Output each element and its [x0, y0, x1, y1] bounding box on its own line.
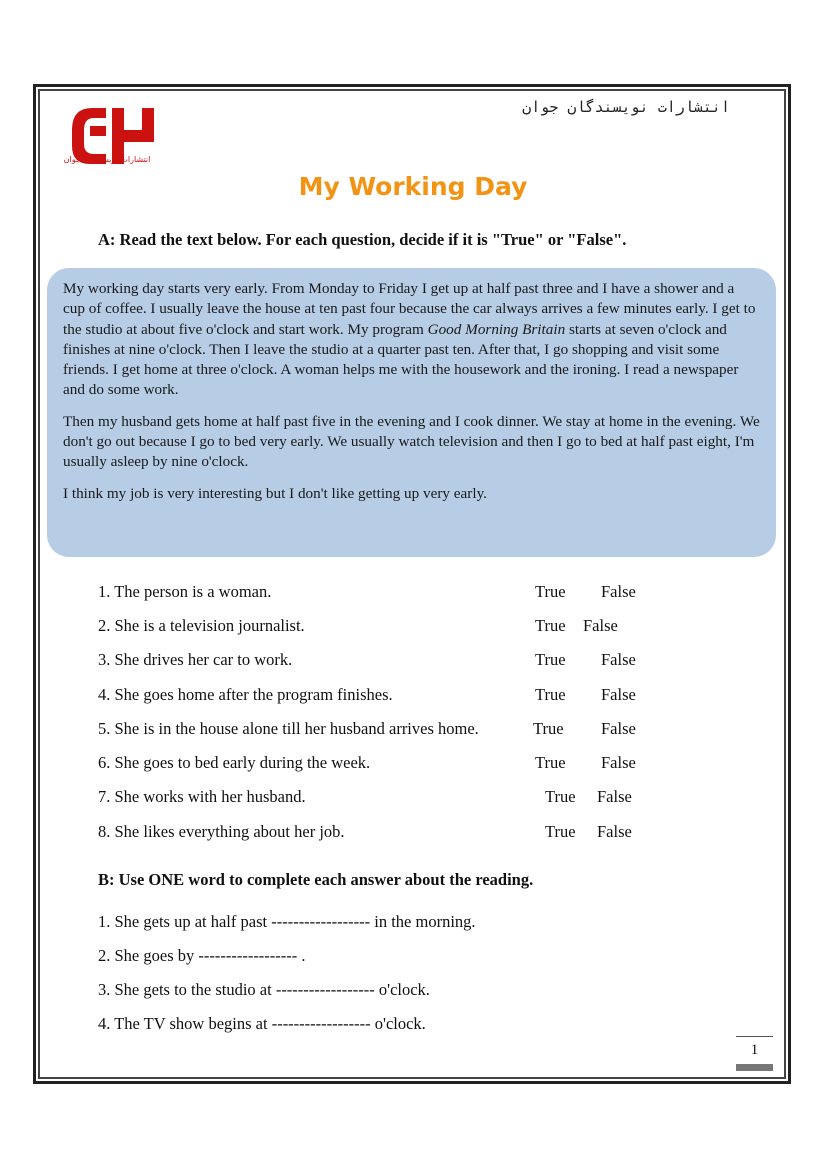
question-6: 6. She goes to bed early during the week.	[98, 753, 371, 772]
question-3-false[interactable]: False	[601, 650, 636, 669]
logo-caption: انتشارات نویسندگان جوان	[63, 155, 151, 164]
question-5: 5. She is in the house alone till her husband arrives home.	[98, 719, 479, 738]
completion-item-1: 1. She gets up at half past ------------------ in the morning.	[98, 912, 476, 931]
question-7-true[interactable]: True	[545, 787, 576, 806]
question-6-true[interactable]: True	[535, 753, 566, 772]
question-4-false[interactable]: False	[601, 685, 636, 704]
paragraph-2: Then my husband gets home at half past five in the evening and I cook dinner. We stay at home in the evening. We don't go out because I go to bed very early. We usually watch television and then I go to bed at half past eight, I'm usually asleep by nine o'clock.	[63, 412, 760, 471]
question-7: 7. She works with her husband.	[98, 787, 306, 806]
question-4: 4. She goes home after the program finishes.	[98, 685, 393, 704]
question-2-true[interactable]: True	[535, 616, 566, 635]
paragraph-1-end: starts at seven o'clock and finishes at nine o'clock. Then I leave the studio at a quarter past ten. After that, I go shopping and visit some friends. I get home at three o'clock. A woman helps me with the housework and the ironing. I read a newspaper and do some work.	[63, 320, 739, 399]
question-1: 1. The person is a woman.	[98, 582, 272, 601]
question-2-false[interactable]: False	[583, 616, 618, 635]
question-6-false[interactable]: False	[601, 753, 636, 772]
section-a-instruction: A: Read the text below. For each question, decide if it is "True" or "False".	[98, 230, 627, 249]
page-number: 1	[750, 1042, 759, 1058]
publisher-name: انتشارات نویسندگان جوان	[522, 98, 730, 116]
question-1-false[interactable]: False	[601, 582, 636, 601]
paragraph-1-start: My working day starts very early. From Monday to Friday I get up at half past three and I have a shower and a cup of coffee. I usually leave the house at ten past four because the car always arrives a few minutes early. I get to the studio at about five o'clock and start work. My program	[63, 280, 756, 338]
question-1-true[interactable]: True	[535, 582, 566, 601]
section-b-instruction: B: Use ONE word to complete each answer about the reading.	[98, 870, 534, 889]
program-title: Good Morning Britain	[427, 320, 566, 338]
completion-item-4: 4. The TV show begins at ------------------ o'clock.	[98, 1014, 426, 1033]
completion-item-2: 2. She goes by ------------------ .	[98, 946, 306, 965]
question-5-true[interactable]: True	[533, 719, 564, 738]
question-8: 8. She likes everything about her job.	[98, 822, 345, 841]
page-title: My Working Day	[298, 172, 528, 201]
paragraph-1	[63, 279, 760, 401]
page-number-bar	[736, 1064, 773, 1071]
question-7-false[interactable]: False	[597, 787, 632, 806]
question-8-true[interactable]: True	[545, 822, 576, 841]
question-4-true[interactable]: True	[535, 685, 566, 704]
question-3-true[interactable]: True	[535, 650, 566, 669]
question-2: 2. She is a television journalist.	[98, 616, 305, 635]
paragraph-3: I think my job is very interesting but I don't like getting up very early.	[63, 484, 487, 502]
reading-passage	[47, 268, 776, 557]
question-5-false[interactable]: False	[601, 719, 636, 738]
completion-item-3: 3. She gets to the studio at ------------------ o'clock.	[98, 980, 430, 999]
question-8-false[interactable]: False	[597, 822, 632, 841]
question-3: 3. She drives her car to work.	[98, 650, 293, 669]
